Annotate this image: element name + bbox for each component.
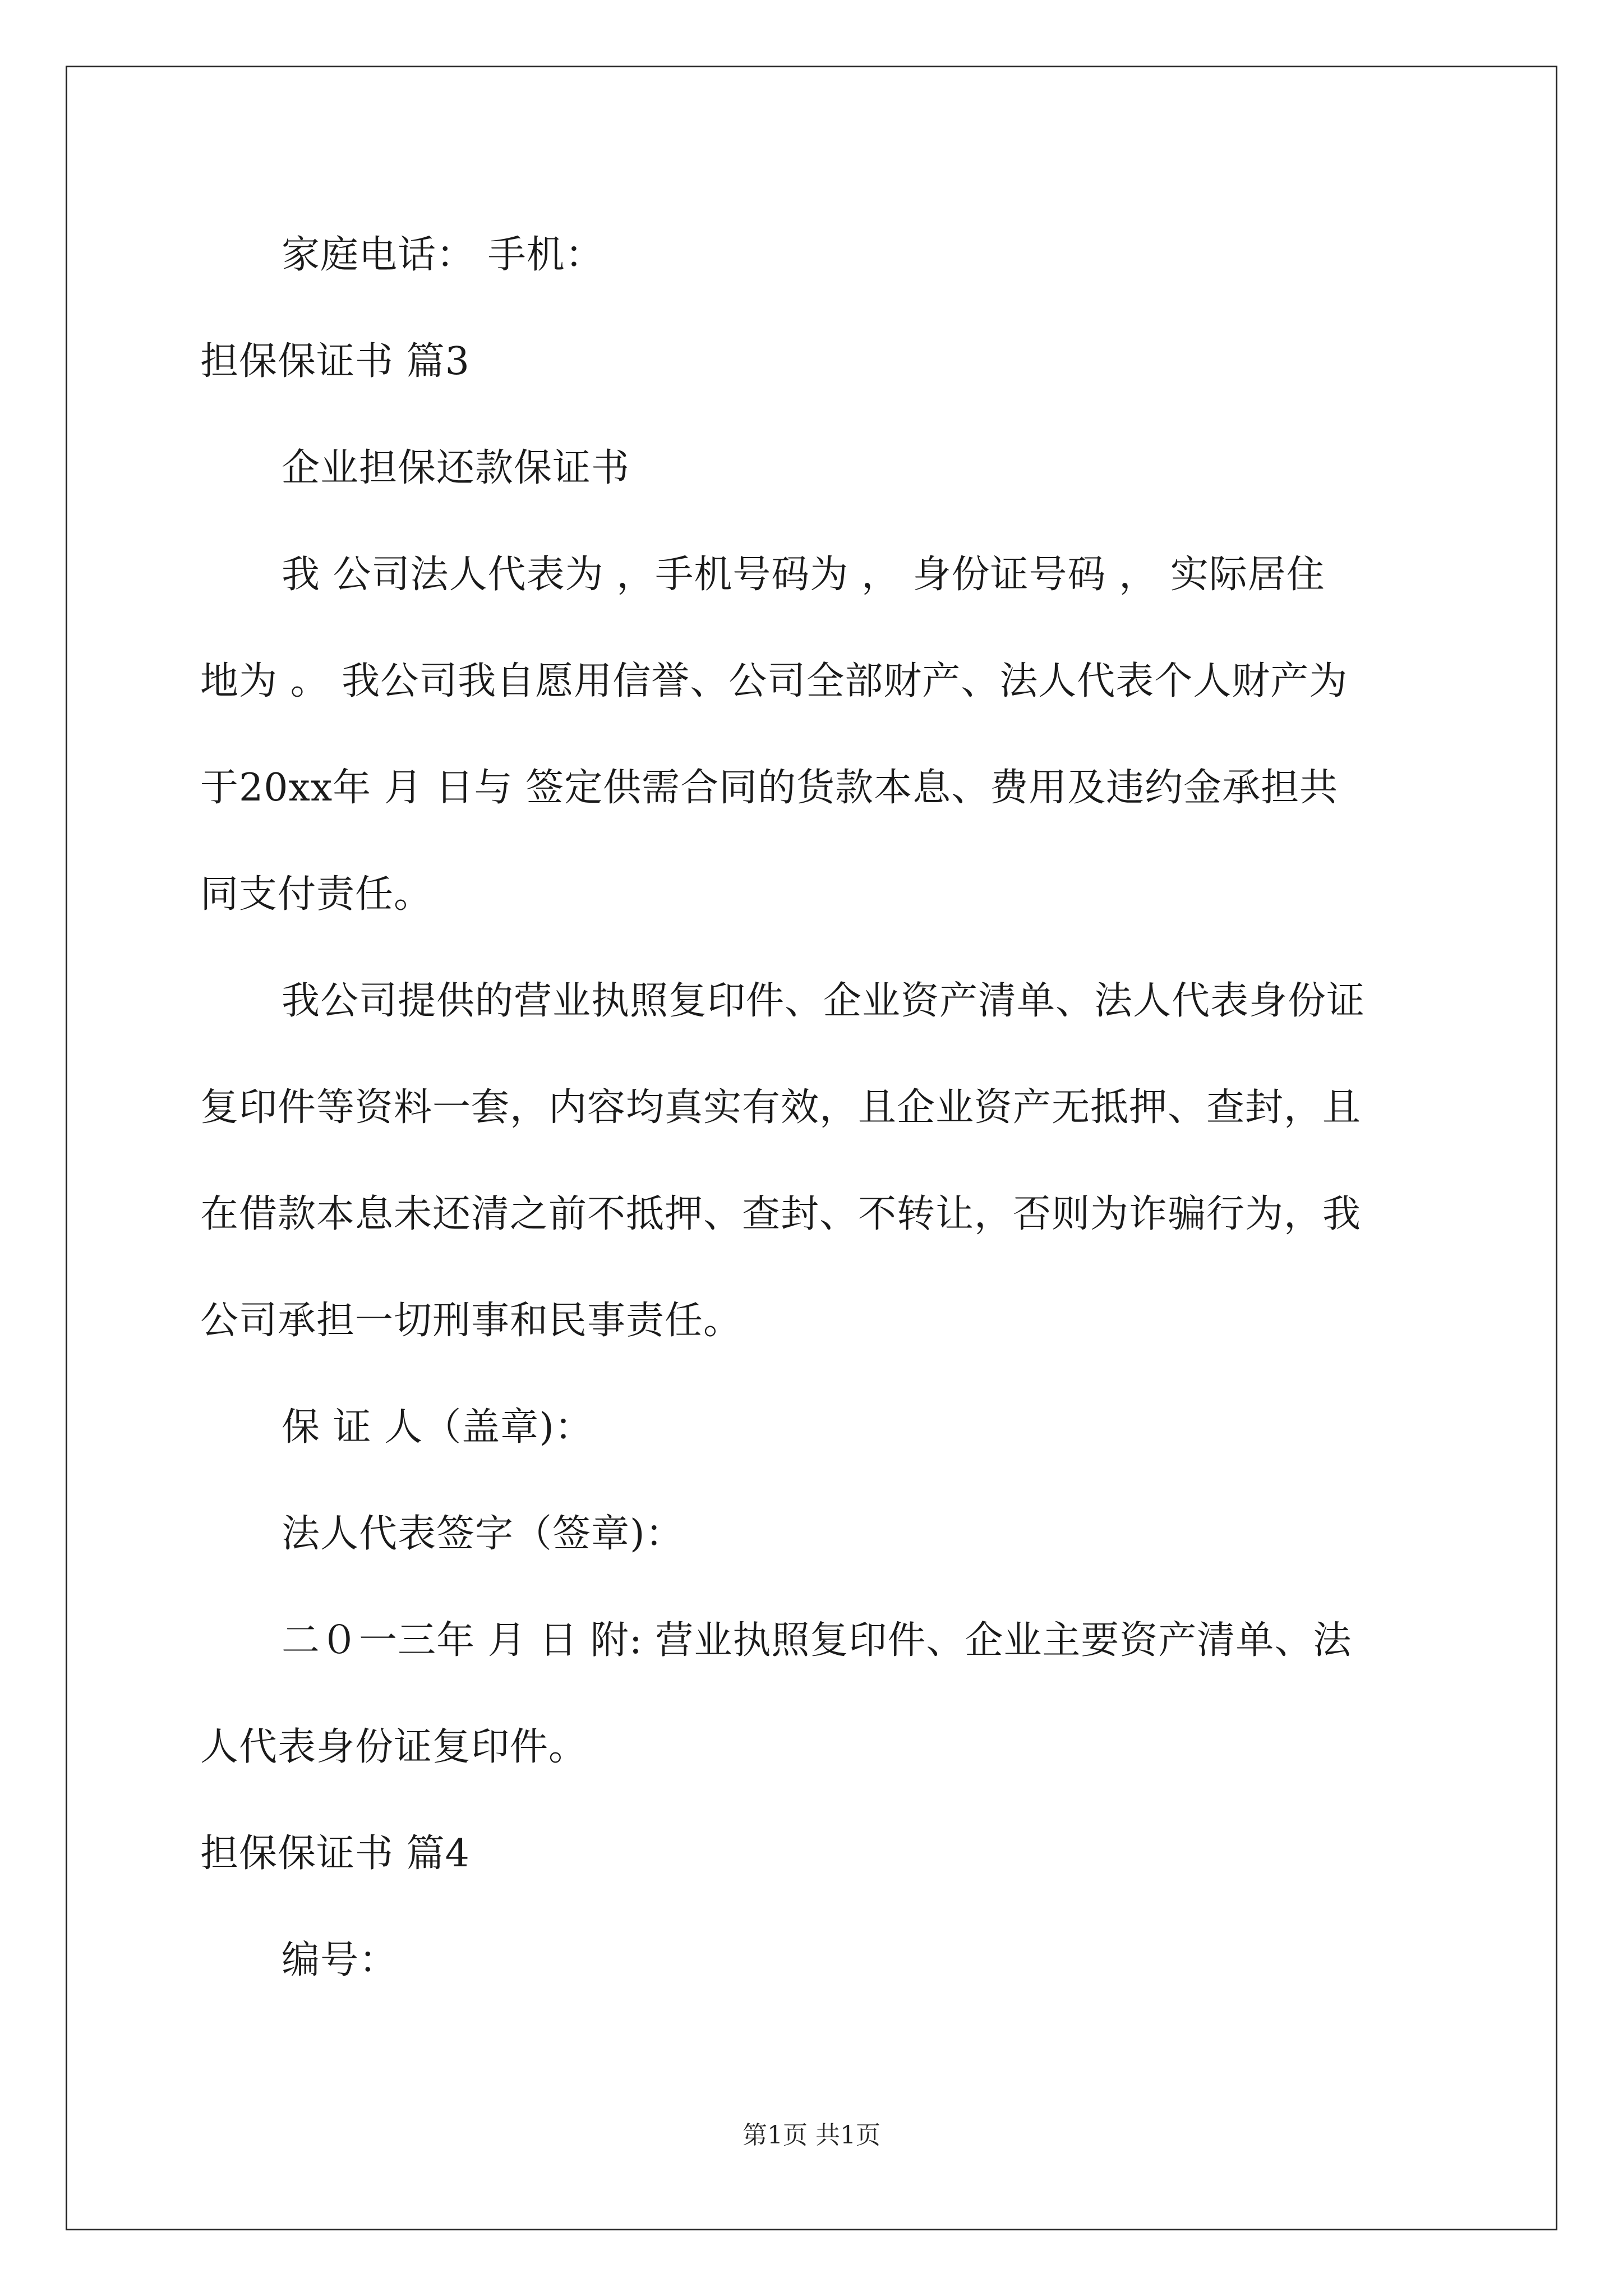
document-body [200,202,1428,2014]
home-phone-line: 家庭电话： 手机： [282,233,604,277]
paragraph-2-line-1: 我公司提供的营业执照复印件、企业资产清单、法人代表身份证 [282,979,1366,1023]
paragraph-1-line-4: 同支付责任。 [200,872,433,917]
document-title: 企业担保还款保证书 [282,446,630,490]
paragraph-2-line-4: 公司承担一切刑事和民事责任。 [200,1299,743,1343]
paragraph-1-line-3: 于20xx年 月 日与 签定供需合同的货款本息、费用及违约金承担共 [200,766,1339,810]
page-footer: 第1页 共1页 [743,2121,880,2150]
section-heading-4: 担保保证书 篇4 [200,1832,470,1876]
paragraph-1-line-1: 我 公司法人代表为 ，手机号码为 ， 身份证号码 ， 实际居住 [282,553,1325,597]
date-attachment-line-1: 二０一三年 月 日 附: 营业执照复印件、企业主要资产清单、法 [282,1618,1352,1663]
legal-rep-signature-line: 法人代表签字（签章)： [282,1512,684,1556]
section-heading-3: 担保保证书 篇3 [200,339,470,384]
date-attachment-line-2: 人代表身份证复印件。 [200,1725,588,1769]
guarantor-seal-line: 保 证 人（盖章)： [282,1405,593,1450]
paragraph-1-line-2: 地为 。 我公司我自愿用信誉、公司全部财产、法人代表个人财产为 [200,659,1348,703]
paragraph-2-line-2: 复印件等资料一套，内容均真实有效，且企业资产无抵押、查封，且 [200,1085,1362,1130]
paragraph-2-line-3: 在借款本息未还清之前不抵押、查封、不转让，否则为诈骗行为，我 [200,1192,1362,1236]
number-line: 编号： [282,1938,398,1982]
